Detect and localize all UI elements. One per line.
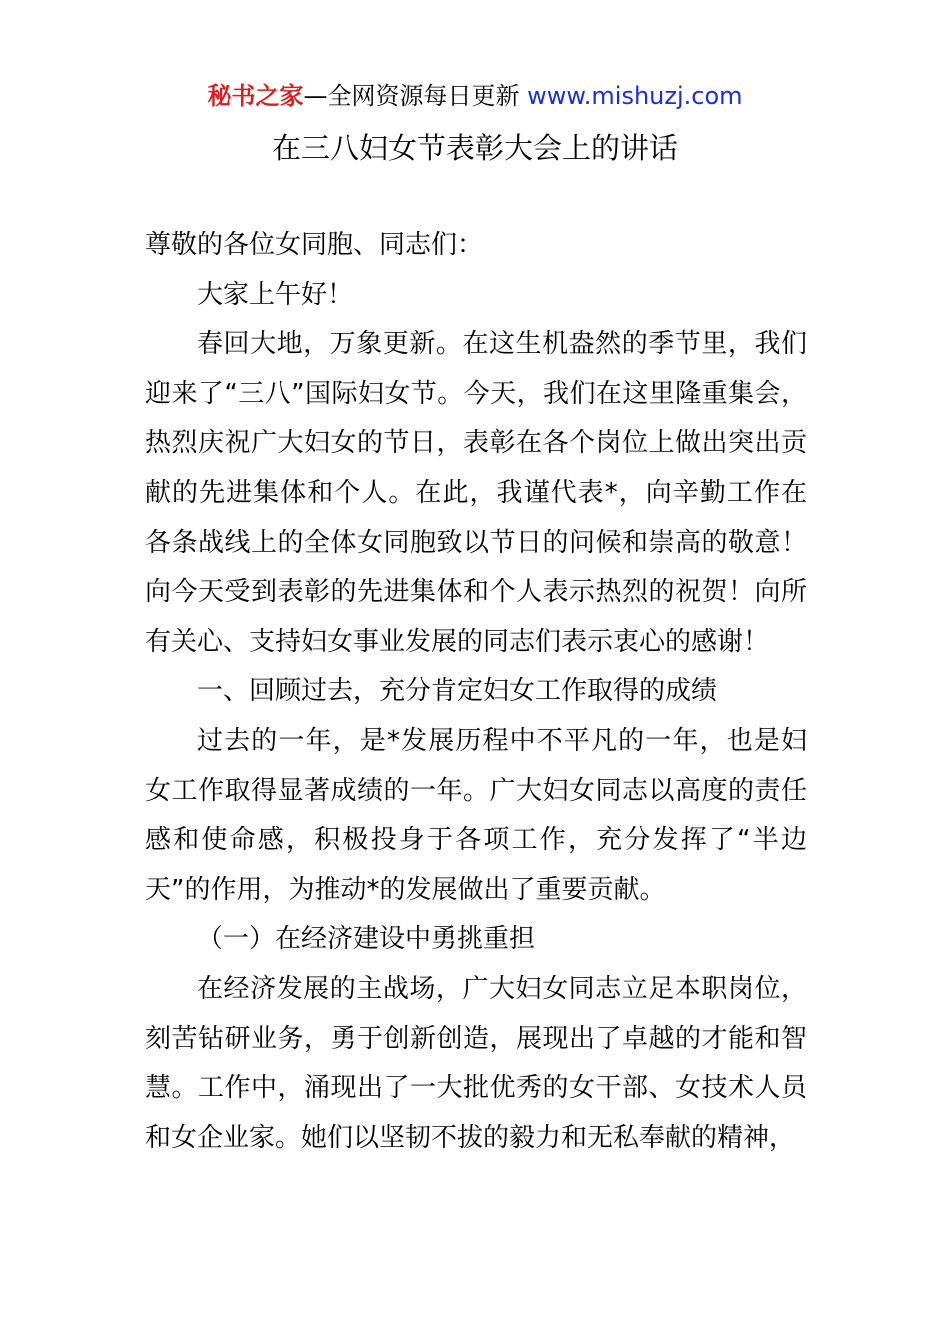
site-brand-name: 秘书之家 — [207, 82, 304, 110]
site-tagline: —全网资源每日更新 — [303, 82, 528, 110]
section-heading: 一、回顾过去，充分肯定妇女工作取得的成绩 — [197, 676, 718, 707]
subsection-heading: （一）在经济建设中勇挑重担 — [197, 924, 536, 955]
body-paragraph: 在经济发展的主战场，广大妇女同志立足本职岗位，刻苦钻研业务，勇于创新创造，展现出了卓越的才能和智慧。工作中，涌现出了一大批优秀的女干部、女技术人员和女企业家。她们以坚韧不拔的毅力和无私奉献的精神， — [145, 973, 807, 1153]
site-url-link[interactable]: www.mishuzj.com — [527, 82, 743, 110]
body-paragraph: 春回大地，万象更新。在这生机盎然的季节里，我们迎来了“三八”国际妇女节。今天，我们在这里隆重集会，热烈庆祝广大妇女的节日，表彰在各个岗位上做出突出贡献的先进集体和个人。在此，我谨代表*，向辛勤工作在各条战线上的全体女同胞致以节日的问候和崇高的敬意！向今天受到表彰的先进集体和个人表示热烈的祝贺！向所有关心、支持妇女事业发展的同志们表示衷心的感谢！ — [145, 329, 807, 657]
greeting: 大家上午好！ — [197, 279, 354, 310]
document-body — [145, 221, 807, 1163]
document-title: 在三八妇女节表彰大会上的讲话 — [271, 131, 678, 165]
site-header — [0, 78, 950, 114]
salutation: 尊敬的各位女同胞、同志们： — [145, 230, 484, 260]
body-paragraph: 过去的一年，是*发展历程中不平凡的一年，也是妇女工作取得显著成绩的一年。广大妇女同志以高度的责任感和使命感，积极投身于各项工作，充分发挥了“半边天”的作用，为推动*的发展做出了重要贡献。 — [145, 725, 807, 905]
